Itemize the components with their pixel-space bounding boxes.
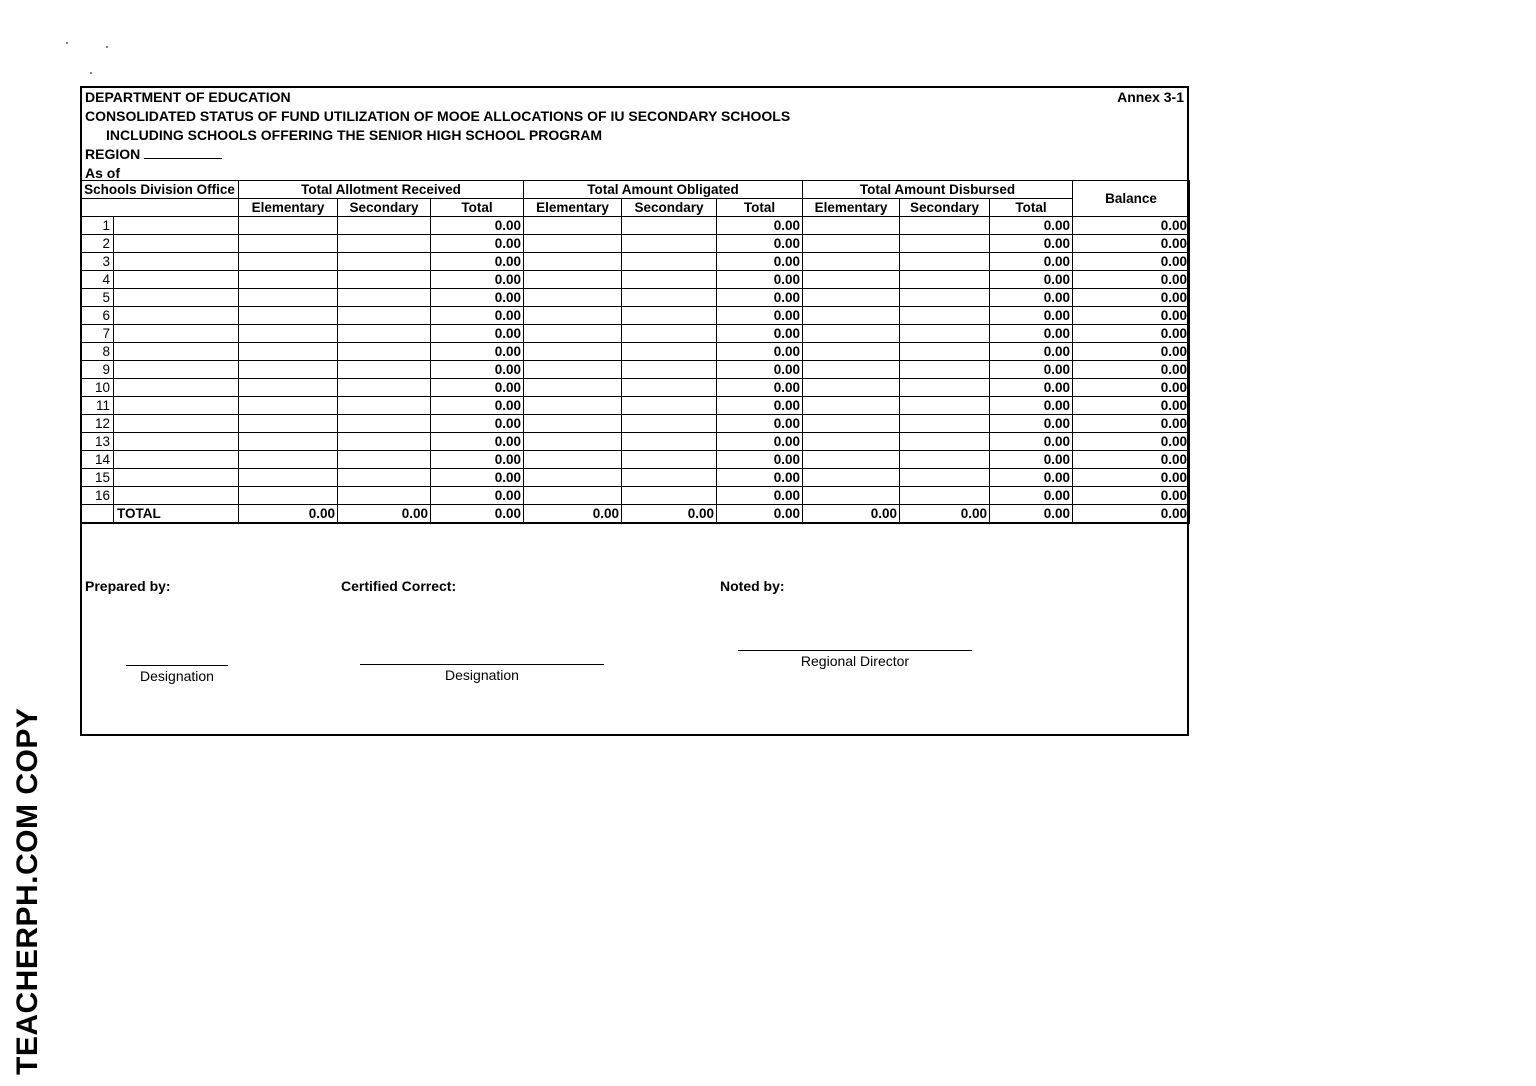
table-row [81,487,1190,505]
total-disbursed-total: 0.00 [990,505,1073,524]
allotment-elementary-cell[interactable] [239,343,338,361]
obligated-secondary-cell[interactable] [622,235,717,253]
obligated-total-cell: 0.00 [717,235,803,253]
disbursed-secondary-cell[interactable] [900,361,990,379]
balance-cell: 0.00 [1073,469,1190,487]
division-office-cell[interactable] [114,451,239,469]
prepared-by-label: Prepared by: [85,578,171,594]
col-group-disbursed: Total Amount Disbursed [803,181,1073,199]
allotment-secondary-cell[interactable] [338,433,431,451]
disbursed-secondary-cell[interactable] [900,325,990,343]
balance-cell: 0.00 [1073,487,1190,505]
disbursed-elementary-cell[interactable] [803,415,900,433]
division-office-cell[interactable] [114,343,239,361]
obligated-secondary-cell[interactable] [622,325,717,343]
balance-cell: 0.00 [1073,451,1190,469]
annex-label: Annex 3-1 [1117,89,1184,105]
scan-speck [90,72,92,74]
balance-cell: 0.00 [1073,289,1190,307]
disbursed-total-cell: 0.00 [990,307,1073,325]
row-number: 15 [81,469,114,487]
table-row [81,217,1190,235]
row-number: 8 [81,343,114,361]
disbursed-secondary-cell[interactable] [900,217,990,235]
obligated-secondary-cell[interactable] [622,289,717,307]
certified-signature-line[interactable] [360,664,604,665]
designation-caption-1: Designation [140,668,214,684]
division-office-cell[interactable] [114,433,239,451]
total-label: TOTAL [114,505,239,524]
row-number: 10 [81,379,114,397]
division-office-cell[interactable] [114,325,239,343]
obligated-elementary-cell[interactable] [524,433,622,451]
table-row [81,433,1190,451]
disbursed-secondary-cell[interactable] [900,469,990,487]
allotment-secondary-cell[interactable] [338,253,431,271]
balance-cell: 0.00 [1073,415,1190,433]
row-number: 11 [81,397,114,415]
obligated-total-cell: 0.00 [717,307,803,325]
division-office-cell[interactable] [114,415,239,433]
allotment-elementary-cell[interactable] [239,289,338,307]
disbursed-total-cell: 0.00 [990,325,1073,343]
obligated-elementary-cell[interactable] [524,469,622,487]
allotment-total-cell: 0.00 [431,271,524,289]
allotment-elementary-cell[interactable] [239,433,338,451]
allotment-elementary-cell[interactable] [239,253,338,271]
obligated-secondary-cell[interactable] [622,433,717,451]
obligated-total-cell: 0.00 [717,343,803,361]
disbursed-total-cell: 0.00 [990,451,1073,469]
disbursed-elementary-cell[interactable] [803,361,900,379]
allotment-secondary-cell[interactable] [338,271,431,289]
allotment-elementary-cell[interactable] [239,325,338,343]
allotment-total-cell: 0.00 [431,253,524,271]
sub-elementary: Elementary [239,199,338,217]
disbursed-elementary-cell[interactable] [803,487,900,505]
sub-total: Total [717,199,803,217]
report-subtitle: INCLUDING SCHOOLS OFFERING THE SENIOR HIGH SCHOOL PROGRAM [106,127,602,143]
division-office-cell[interactable] [114,397,239,415]
allotment-total-cell: 0.00 [431,361,524,379]
allotment-elementary-cell[interactable] [239,397,338,415]
disbursed-secondary-cell[interactable] [900,289,990,307]
disbursed-secondary-cell[interactable] [900,343,990,361]
balance-cell: 0.00 [1073,361,1190,379]
allotment-total-cell: 0.00 [431,307,524,325]
balance-cell: 0.00 [1073,307,1190,325]
allotment-secondary-cell[interactable] [338,469,431,487]
obligated-secondary-cell[interactable] [622,487,717,505]
obligated-total-cell: 0.00 [717,487,803,505]
disbursed-total-cell: 0.00 [990,271,1073,289]
balance-cell: 0.00 [1073,235,1190,253]
row-number: 13 [81,433,114,451]
region-blank-line[interactable] [144,146,222,159]
division-office-cell[interactable] [114,235,239,253]
allotment-total-cell: 0.00 [431,451,524,469]
sub-elementary: Elementary [803,199,900,217]
report-title: CONSOLIDATED STATUS OF FUND UTILIZATION OF MOOE ALLOCATIONS OF IU SECONDARY SCHOOLS [85,108,791,124]
region-label: REGION [85,146,141,162]
allotment-secondary-cell[interactable] [338,415,431,433]
row-number: 7 [81,325,114,343]
division-office-cell[interactable] [114,307,239,325]
balance-cell: 0.00 [1073,271,1190,289]
obligated-elementary-cell[interactable] [524,487,622,505]
allotment-secondary-cell[interactable] [338,325,431,343]
col-header-balance: Balance [1073,181,1190,217]
division-office-cell[interactable] [114,253,239,271]
obligated-secondary-cell[interactable] [622,271,717,289]
division-office-cell[interactable] [114,289,239,307]
allotment-total-cell: 0.00 [431,289,524,307]
fund-table [80,180,1190,524]
allotment-secondary-cell[interactable] [338,487,431,505]
obligated-total-cell: 0.00 [717,289,803,307]
obligated-secondary-cell[interactable] [622,253,717,271]
obligated-secondary-cell[interactable] [622,343,717,361]
allotment-secondary-cell[interactable] [338,307,431,325]
division-office-cell[interactable] [114,487,239,505]
table-row [81,379,1190,397]
obligated-total-cell: 0.00 [717,361,803,379]
noted-by-label: Noted by: [720,578,785,594]
obligated-total-cell: 0.00 [717,415,803,433]
disbursed-elementary-cell[interactable] [803,397,900,415]
disbursed-secondary-cell[interactable] [900,253,990,271]
disbursed-total-cell: 0.00 [990,343,1073,361]
allotment-total-cell: 0.00 [431,325,524,343]
allotment-total-cell: 0.00 [431,415,524,433]
obligated-total-cell: 0.00 [717,397,803,415]
allotment-secondary-cell[interactable] [338,451,431,469]
disbursed-secondary-cell[interactable] [900,397,990,415]
table-row [81,325,1190,343]
allotment-secondary-cell[interactable] [338,217,431,235]
sub-elementary: Elementary [524,199,622,217]
obligated-total-cell: 0.00 [717,451,803,469]
disbursed-total-cell: 0.00 [990,397,1073,415]
disbursed-elementary-cell[interactable] [803,433,900,451]
disbursed-total-cell: 0.00 [990,415,1073,433]
allotment-elementary-cell[interactable] [239,217,338,235]
obligated-elementary-cell[interactable] [524,235,622,253]
obligated-elementary-cell[interactable] [524,325,622,343]
obligated-elementary-cell[interactable] [524,397,622,415]
allotment-total-cell: 0.00 [431,487,524,505]
allotment-elementary-cell[interactable] [239,451,338,469]
watermark-text: TEACHERPH.COM COPY [11,707,44,1075]
disbursed-secondary-cell[interactable] [900,271,990,289]
allotment-elementary-cell[interactable] [239,307,338,325]
sub-secondary: Secondary [622,199,717,217]
total-allotment-total: 0.00 [431,505,524,524]
total-disbursed-secondary: 0.00 [900,505,990,524]
disbursed-secondary-cell[interactable] [900,307,990,325]
division-office-cell[interactable] [114,217,239,235]
allotment-elementary-cell[interactable] [239,469,338,487]
certified-correct-label: Certified Correct: [341,578,457,594]
disbursed-elementary-cell[interactable] [803,217,900,235]
obligated-secondary-cell[interactable] [622,397,717,415]
table-row [81,235,1190,253]
obligated-secondary-cell[interactable] [622,379,717,397]
disbursed-total-cell: 0.00 [990,253,1073,271]
table-row [81,343,1190,361]
allotment-total-cell: 0.00 [431,379,524,397]
obligated-secondary-cell[interactable] [622,451,717,469]
disbursed-elementary-cell[interactable] [803,235,900,253]
balance-cell: 0.00 [1073,253,1190,271]
fund-utilization-form [80,86,1189,736]
disbursed-secondary-cell[interactable] [900,235,990,253]
allotment-elementary-cell[interactable] [239,271,338,289]
disbursed-elementary-cell[interactable] [803,325,900,343]
obligated-total-cell: 0.00 [717,379,803,397]
row-number: 14 [81,451,114,469]
as-of-label: As of [85,165,120,181]
allotment-total-cell: 0.00 [431,469,524,487]
balance-cell: 0.00 [1073,217,1190,235]
division-office-cell[interactable] [114,469,239,487]
obligated-secondary-cell[interactable] [622,217,717,235]
disbursed-elementary-cell[interactable] [803,379,900,397]
disbursed-total-cell: 0.00 [990,469,1073,487]
disbursed-secondary-cell[interactable] [900,415,990,433]
table-row [81,271,1190,289]
obligated-elementary-cell[interactable] [524,361,622,379]
allotment-elementary-cell[interactable] [239,235,338,253]
obligated-elementary-cell[interactable] [524,415,622,433]
region-field[interactable] [85,145,222,163]
balance-cell: 0.00 [1073,433,1190,451]
table-row [81,397,1190,415]
row-number: 5 [81,289,114,307]
obligated-elementary-cell[interactable] [524,307,622,325]
balance-cell: 0.00 [1073,343,1190,361]
obligated-total-cell: 0.00 [717,469,803,487]
disbursed-elementary-cell[interactable] [803,307,900,325]
total-obligated-secondary: 0.00 [622,505,717,524]
regional-director-caption: Regional Director [800,653,910,669]
col-group-obligated: Total Amount Obligated [524,181,803,199]
disbursed-total-cell: 0.00 [990,217,1073,235]
obligated-elementary-cell[interactable] [524,217,622,235]
noted-signature-line[interactable] [738,650,972,651]
obligated-secondary-cell[interactable] [622,415,717,433]
sub-secondary: Secondary [900,199,990,217]
table-row [81,361,1190,379]
total-balance: 0.00 [1073,505,1190,524]
allotment-secondary-cell[interactable] [338,343,431,361]
allotment-secondary-cell[interactable] [338,289,431,307]
obligated-secondary-cell[interactable] [622,307,717,325]
disbursed-total-cell: 0.00 [990,235,1073,253]
allotment-elementary-cell[interactable] [239,487,338,505]
obligated-secondary-cell[interactable] [622,361,717,379]
row-number: 6 [81,307,114,325]
obligated-total-cell: 0.00 [717,253,803,271]
balance-cell: 0.00 [1073,379,1190,397]
table-row [81,415,1190,433]
row-number: 16 [81,487,114,505]
allotment-total-cell: 0.00 [431,433,524,451]
allotment-secondary-cell[interactable] [338,235,431,253]
total-allotment-elementary: 0.00 [239,505,338,524]
col-header-division: Schools Division Office [81,181,239,199]
total-disbursed-elementary: 0.00 [803,505,900,524]
division-office-cell[interactable] [114,379,239,397]
row-number: 3 [81,253,114,271]
disbursed-elementary-cell[interactable] [803,343,900,361]
allotment-elementary-cell[interactable] [239,415,338,433]
obligated-total-cell: 0.00 [717,433,803,451]
allotment-total-cell: 0.00 [431,217,524,235]
sub-secondary: Secondary [338,199,431,217]
sub-total: Total [431,199,524,217]
scan-speck [66,42,68,44]
allotment-secondary-cell[interactable] [338,397,431,415]
total-allotment-secondary: 0.00 [338,505,431,524]
total-row [81,505,1190,524]
obligated-secondary-cell[interactable] [622,469,717,487]
table-row [81,253,1190,271]
disbursed-secondary-cell[interactable] [900,379,990,397]
disbursed-elementary-cell[interactable] [803,253,900,271]
disbursed-elementary-cell[interactable] [803,271,900,289]
allotment-total-cell: 0.00 [431,397,524,415]
disbursed-elementary-cell[interactable] [803,469,900,487]
obligated-elementary-cell[interactable] [524,343,622,361]
disbursed-elementary-cell[interactable] [803,289,900,307]
total-obligated-total: 0.00 [717,505,803,524]
allotment-secondary-cell[interactable] [338,379,431,397]
disbursed-secondary-cell[interactable] [900,451,990,469]
allotment-secondary-cell[interactable] [338,361,431,379]
table-row [81,451,1190,469]
row-number: 2 [81,235,114,253]
obligated-total-cell: 0.00 [717,325,803,343]
disbursed-total-cell: 0.00 [990,379,1073,397]
obligated-elementary-cell[interactable] [524,451,622,469]
disbursed-total-cell: 0.00 [990,487,1073,505]
obligated-elementary-cell[interactable] [524,271,622,289]
allotment-total-cell: 0.00 [431,343,524,361]
disbursed-elementary-cell[interactable] [803,451,900,469]
obligated-total-cell: 0.00 [717,271,803,289]
col-group-allotment: Total Allotment Received [239,181,524,199]
table-row [81,469,1190,487]
total-obligated-elementary: 0.00 [524,505,622,524]
row-number: 9 [81,361,114,379]
division-office-cell[interactable] [114,271,239,289]
row-number: 1 [81,217,114,235]
allotment-elementary-cell[interactable] [239,379,338,397]
table-row [81,289,1190,307]
disbursed-secondary-cell[interactable] [900,433,990,451]
disbursed-total-cell: 0.00 [990,433,1073,451]
obligated-total-cell: 0.00 [717,217,803,235]
col-header-division-cont [81,199,239,217]
total-row-blank [81,505,114,524]
row-number: 12 [81,415,114,433]
division-office-cell[interactable] [114,361,239,379]
allotment-elementary-cell[interactable] [239,361,338,379]
row-number: 4 [81,271,114,289]
scan-speck [106,46,108,48]
table-row [81,307,1190,325]
department-title: DEPARTMENT OF EDUCATION [85,89,291,105]
prepared-signature-line[interactable] [126,665,228,666]
obligated-elementary-cell[interactable] [524,289,622,307]
allotment-total-cell: 0.00 [431,235,524,253]
balance-cell: 0.00 [1073,325,1190,343]
disbursed-total-cell: 0.00 [990,361,1073,379]
obligated-elementary-cell[interactable] [524,379,622,397]
disbursed-secondary-cell[interactable] [900,487,990,505]
sub-total: Total [990,199,1073,217]
balance-cell: 0.00 [1073,397,1190,415]
obligated-elementary-cell[interactable] [524,253,622,271]
designation-caption-2: Designation [445,667,519,683]
disbursed-total-cell: 0.00 [990,289,1073,307]
